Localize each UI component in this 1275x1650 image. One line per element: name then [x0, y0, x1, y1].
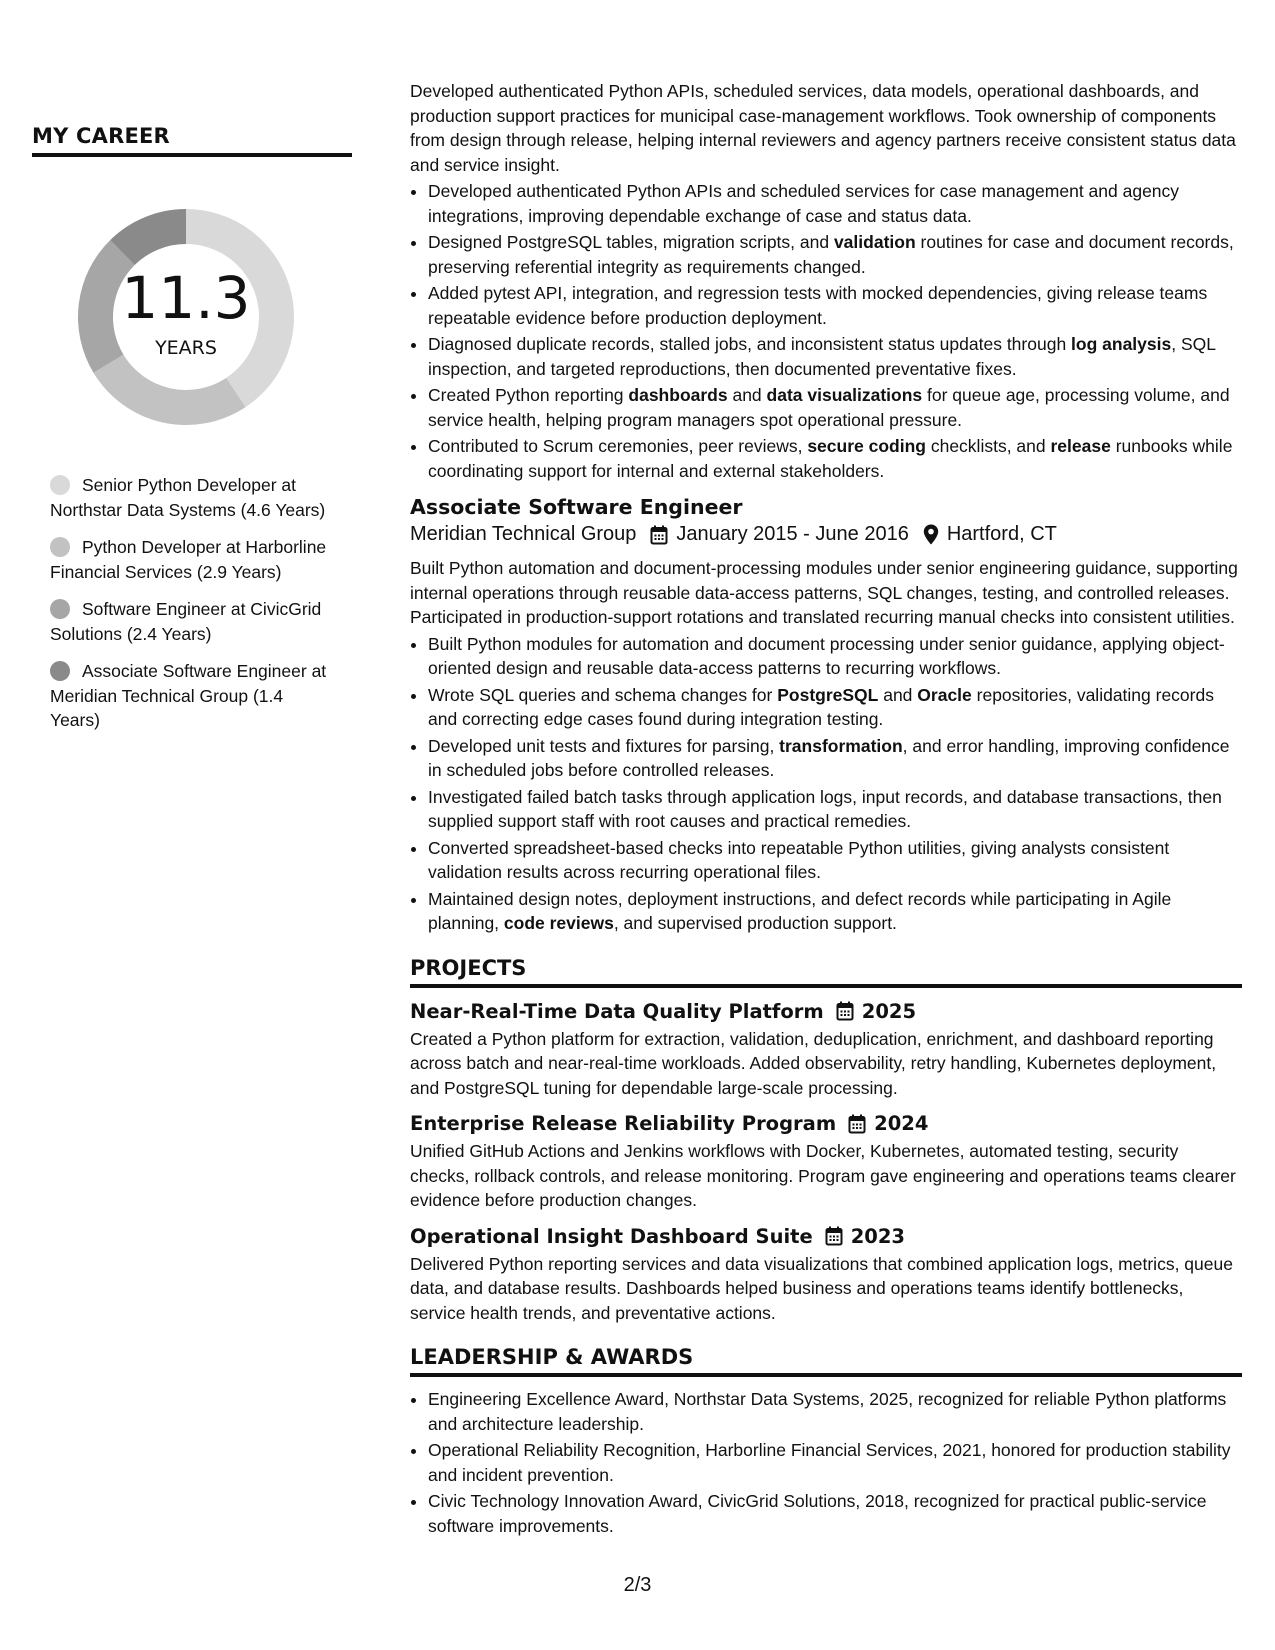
- awards-list: [410, 1387, 1242, 1538]
- project-description: Created a Python platform for extraction, validation, deduplication, enrichment, and dashboard reporting across batch and near-real-time workloads. Added observability, retry handling, Kubernetes deployment, and PostgreSQL tuning for dependable large-scale processing.: [410, 1028, 1217, 1098]
- legend-item: [50, 659, 335, 733]
- project-title-row: [410, 1225, 1242, 1248]
- legend-item: [50, 535, 335, 584]
- job-location: Hartford, CT: [946, 523, 1057, 545]
- legend-dot: [50, 537, 70, 557]
- legend-item: [50, 473, 335, 522]
- page-number: 2/3: [623, 1574, 652, 1596]
- project-item: [410, 1112, 1242, 1213]
- legend-dot: [50, 599, 70, 619]
- career-total-value: 11.3: [121, 264, 251, 332]
- bullet-item: • Maintained design notes, deployment instructions, and defect records while participating in Agile planning, code reviews, and supervised production support.: [428, 887, 1242, 936]
- bullet-item: • Added pytest API, integration, and regression tests with mocked dependencies, giving release teams repeatable evidence before production deployment.: [428, 281, 1242, 330]
- awards-heading: LEADERSHIP & AWARDS: [410, 1345, 1242, 1377]
- project-item: [410, 1000, 1242, 1101]
- projects-heading: PROJECTS: [410, 956, 1242, 988]
- project-description: Delivered Python reporting services and data visualizations that combined application logs, metrics, queue data, and database results. Dashboards helped business and operations teams identify bottlenecks, service health trends, and preventative actions.: [410, 1253, 1233, 1323]
- job-bullets: [410, 632, 1242, 936]
- project-title: Operational Insight Dashboard Suite: [410, 1224, 813, 1248]
- bullet-item: • Developed authenticated Python APIs and scheduled services for case management and agency integrations, improving dependable exchange of case and status data.: [428, 179, 1242, 228]
- project-year: 2024: [874, 1112, 929, 1135]
- project-title-row: [410, 1000, 1242, 1023]
- previous-job-bullets: [410, 179, 1242, 483]
- job-company: Meridian Technical Group: [410, 523, 637, 545]
- legend-dot: [50, 475, 70, 495]
- bullet-item: • Developed unit tests and fixtures for parsing, transformation, and error handling, improving confidence in scheduled jobs before controlled releases.: [428, 734, 1242, 783]
- legend-label: Senior Python Developer at Northstar Data Systems (4.6 Years): [50, 475, 326, 520]
- bullet-item: • Diagnosed duplicate records, stalled jobs, and inconsistent status updates through log analysis, SQL inspection, and targeted reproductions, then documented preventative fixes.: [428, 332, 1242, 381]
- job-dates: January 2015 - June 2016: [676, 523, 909, 545]
- legend-item: [50, 597, 335, 646]
- legend-label: Python Developer at Harborline Financial Services (2.9 Years): [50, 537, 327, 582]
- donut-segment-1: [93, 355, 245, 425]
- project-year: 2025: [861, 999, 917, 1023]
- calendar-icon: [848, 1114, 866, 1134]
- calendar-icon: [836, 1001, 854, 1021]
- career-legend: [50, 473, 335, 733]
- bullet-item: • Created Python reporting dashboards and data visualizations for queue age, processing volume, and service health, helping program managers spot operational pressure.: [428, 383, 1242, 432]
- job-title: Associate Software Engineer: [410, 495, 743, 519]
- career-sidebar: [32, 124, 352, 746]
- career-heading: MY CAREER: [32, 124, 352, 157]
- bullet-item: • Built Python modules for automation and document processing under senior guidance, applying object-oriented design and reusable data-access patterns to recurring workflows.: [428, 632, 1242, 681]
- bullet-item: • Converted spreadsheet-based checks into repeatable Python utilities, giving analysts consistent validation results across recurring operational files.: [428, 836, 1242, 885]
- award-item: • Civic Technology Innovation Award, CivicGrid Solutions, 2018, recognized for practical public-service software improvements.: [428, 1489, 1242, 1538]
- project-item: [410, 1225, 1242, 1326]
- bullet-item: • Investigated failed batch tasks through application logs, input records, and database transactions, then supplied support staff with root causes and practical remedies.: [428, 785, 1242, 834]
- project-description: Unified GitHub Actions and Jenkins workflows with Docker, Kubernetes, automated testing, security checks, rollback controls, and release monitoring. Program gave engineering and operations teams clearer evidence before production changes.: [410, 1141, 1236, 1210]
- resume-main: [410, 79, 1242, 1540]
- award-item: • Operational Reliability Recognition, Harborline Financial Services, 2021, honored for production stability and incident prevention.: [428, 1438, 1242, 1487]
- project-title-row: [410, 1112, 1242, 1135]
- map-pin-icon: [923, 524, 939, 545]
- bullet-item: • Designed PostgreSQL tables, migration scripts, and validation routines for case and document records, preserving referential integrity as requirements changed.: [428, 230, 1242, 279]
- bullet-item: • Contributed to Scrum ceremonies, peer reviews, secure coding checklists, and release runbooks while coordinating support for internal and external stakeholders.: [428, 434, 1242, 483]
- job-meta: [410, 523, 1242, 546]
- legend-dot: [50, 661, 70, 681]
- project-title: Enterprise Release Reliability Program: [410, 1112, 837, 1135]
- job-summary: Built Python automation and document-processing modules under senior engineering guidance, supporting internal operations through reusable data-access patterns, SQL changes, testing, and controlled releases. Participated in production-support rotations and translated recurring manual checks into consistent utilities.: [410, 558, 1238, 627]
- project-year: 2023: [850, 1224, 905, 1248]
- career-total-unit: YEARS: [155, 337, 217, 359]
- previous-job-summary: Developed authenticated Python APIs, scheduled services, data models, operational dashboards, and production support practices for municipal case-management workflows. Took ownership of components from design through release, helping internal reviewers and agency partners receive consistent status data and service insight.: [410, 81, 1236, 175]
- award-item: • Engineering Excellence Award, Northstar Data Systems, 2025, recognized for reliable Python platforms and architecture leadership.: [428, 1387, 1242, 1436]
- legend-label: Software Engineer at CivicGrid Solutions (2.4 Years): [50, 599, 322, 644]
- career-donut-chart: [66, 197, 306, 437]
- project-title: Near-Real-Time Data Quality Platform: [410, 999, 824, 1023]
- calendar-icon: [825, 1226, 843, 1246]
- legend-label: Associate Software Engineer at Meridian Technical Group (1.4 Years): [50, 661, 327, 730]
- bullet-item: • Wrote SQL queries and schema changes for PostgreSQL and Oracle repositories, validating records and correcting edge cases found during integration testing.: [428, 683, 1242, 732]
- calendar-icon: [650, 525, 668, 545]
